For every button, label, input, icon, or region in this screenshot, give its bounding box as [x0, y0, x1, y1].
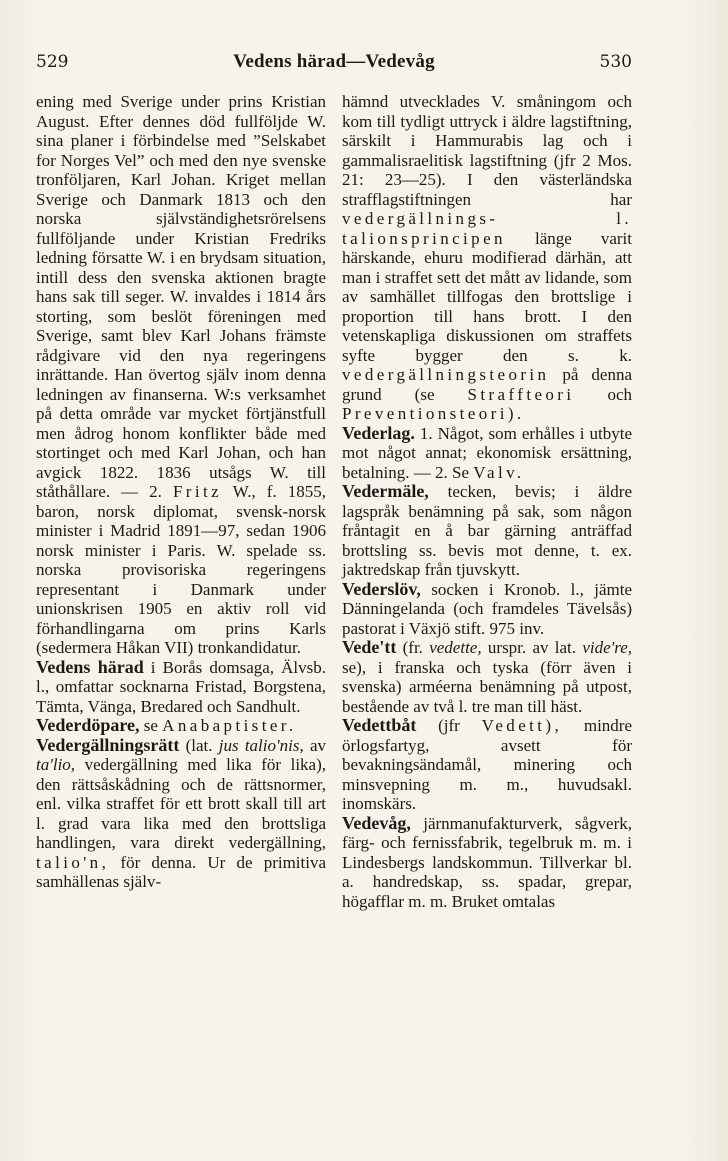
continued-entry-vedergallningsratt: hämnd utvecklades V. småningom och kom till tydligt uttryck i äldre lagstiftning, särskilt i Hammurabis lag och i gammalisraelitisk lagstiftning (jfr 2 Mos. 21: 23—25). I den västerländska strafflagstiftningen har vedergällnings- l. talionsprincipen länge varit härskande, ehuru modifierad därhän, att man i straffet sett det mått av lidande, som av samhället tillfogas den brottslige i proportion till hans brott. I den vetenskapliga diskussionen om straffets syfte bygger den s. k. vedergällningsteorin på denna grund (se Straffteori och Preventionsteori). [342, 92, 633, 423]
entry-vedermale: Vedermäle, tecken, bevis; i äldre lagspråk benämning på sak, som någon fråntagit en å bar gärning anträffad brottsling ss. bevis mot denne, t. ex. jaktredskap från tjuvskytt. [342, 481, 633, 579]
headword: Vedermäle, [342, 481, 429, 501]
spaced-name: Fritz [172, 482, 223, 501]
entry-vederdopare: Vederdöpare, se Anabaptister. [36, 715, 297, 735]
headword: Vedergällningsrätt [36, 734, 180, 755]
page-number-right: 530 [599, 52, 632, 72]
entry-vedergallningsratt: Vedergällningsrätt (lat. jus talio'nis, av ta'lio, vedergällning med lika för lika), den rättsåskådning och de rättsnormer, enl. vilka straffet för ett brott skall till art l. grad vara lika med den brottsliga handlingen, vara direkt vedergällning, talio'n, för denna. Ur de primitiva samhällenas själv- [36, 734, 327, 891]
left-column [36, 92, 326, 892]
running-title: Vedens härad—Vedevåg [233, 51, 435, 72]
continued-entry-wedel: ening med Sverige under prins Kristian August. Efter dennes död fullföljde W. sina planer i förbindelse med ”Selskabet for Norges Vel” och med den nye svenske tronföljaren, Karl Johan. Kriget mellan Sverige och Danmark 1813 och den norska självständighetsrörelsens fullföljande under Kristian Fredriks ledning försatte W. i en brydsam situation, intill dess den svenska aktionen bragte hans sak till seger. W. invaldes i 1814 års storting, som beslöt föreningen med Sverige, samt blev Karl Johans främste rådgivare vid den nya regeringens inrättande. Han övertog själv inom denna ledningen av finanserna. W:s verksamhet på detta område var mycket förtjänstfull men ådrog honom konflikter både med stortinget och med Karl Johan, och han avgick 1822. 1836 utsågs W. till ståthållare. — 2. Fritz W., f. 1855, baron, norsk diplomat, svensk-norsk minister i Madrid 1891—97, sedan 1906 norsk minister i Paris. W. spelade ss. norska provisoriska regeringens representant i Danmark under unionskrisen 1905 en aktiv roll vid förhandlingarna om prins Karls (sedermera Håkan VII) tronkandidatur. [36, 92, 327, 657]
headword: Vedettbåt [342, 715, 417, 735]
entry-vedevag: Vedevåg, järnmanufakturverk, sågverk, färg- och fernissfabrik, tegelbruk m. m. i Lindesbergs landskommun. Tillverkar bl. a. handredskap, ss. spadar, grepar, högafflar m. m. Bruket omtalas [342, 812, 632, 911]
headword: Vedevåg, [342, 812, 411, 833]
headword: Vederlag. [342, 422, 415, 443]
cross-reference: Valv. [473, 462, 525, 482]
headword: Vede'tt [342, 637, 397, 657]
headword: Vederdöpare, [36, 715, 140, 735]
entry-vedettbat: Vedettbåt (jfr Vedett), mindre örlogsfartyg, avsett för bevakningsändamål, minering och minsvepning m. m., huvudsakl. inomskärs. [342, 715, 633, 813]
right-column [342, 92, 632, 911]
page-header [36, 50, 632, 80]
cross-reference: Preventionsteori). [342, 404, 525, 423]
headword: Vederslöv, [342, 578, 421, 599]
entry-vedett: Vede'tt (fr. vedette, urspr. av lat. vide're, se), i franska och tyska (förr även i svenska) arméerna benämning på utpost, bestående av två l. tre man till häst. [342, 637, 633, 716]
headword: Vedens härad [36, 656, 144, 677]
cross-reference: Vedett), [481, 716, 563, 735]
cross-reference: Anabaptister. [162, 716, 297, 735]
entry-vederlag: Vederlag. 1. Något, som erhålles i utbyte mot något annat; ekonomisk ersättning, betalning. — 2. Se Valv. [342, 422, 633, 482]
entry-vederslov: Vederslöv, socken i Kronob. l., jämte Dänningelanda (och framdeles Tävelsås) pastorat i Växjö stift. 975 inv. [342, 578, 633, 638]
entry-vedens-harad: Vedens härad i Borås domsaga, Älvsb. l., omfattar socknarna Fristad, Borgstena, Tämta, Vänga, Bredared och Sandhult. [36, 656, 326, 716]
cross-reference: Straffteori [467, 384, 575, 404]
page-number-left: 529 [36, 52, 69, 72]
